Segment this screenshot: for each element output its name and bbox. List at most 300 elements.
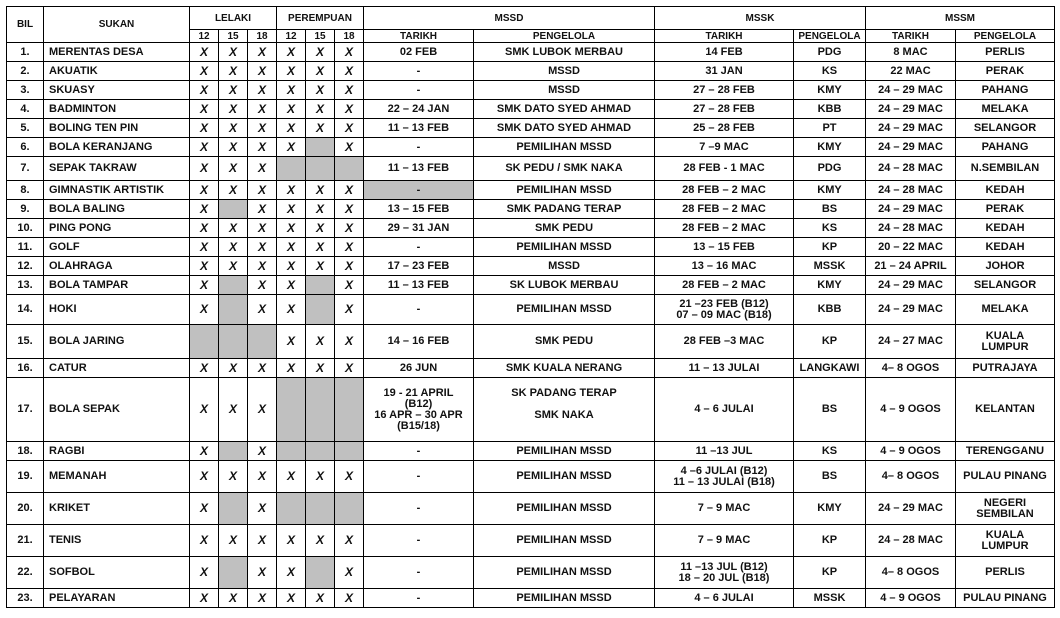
row-number: 21. (7, 525, 44, 557)
perempuan-mark-12: X (277, 219, 306, 238)
perempuan-mark-12: X (277, 461, 306, 493)
perempuan-mark-12: X (277, 138, 306, 157)
sport-name: GIMNASTIK ARTISTIK (44, 181, 190, 200)
mssk-tarikh-line: 18 – 20 JUL (B18) (678, 571, 770, 584)
perempuan-mark-15: X (306, 525, 335, 557)
lelaki-mark-12: X (190, 81, 219, 100)
table-row (7, 62, 1055, 81)
sport-name: MERENTAS DESA (44, 43, 190, 62)
mssk-pengelola: PT (794, 119, 866, 138)
mssk-pengelola: KBB (794, 100, 866, 119)
mssd-tarikh: 13 – 15 FEB (364, 200, 474, 219)
mssd-pengelola: SMK PEDU (474, 325, 655, 359)
header-perempuan-12: 12 (277, 30, 306, 43)
header-mssm-tarikh: TARIKH (866, 30, 956, 43)
row-number: 6. (7, 138, 44, 157)
lelaki-mark-15-shaded (219, 557, 248, 589)
lelaki-mark-12: X (190, 238, 219, 257)
lelaki-mark-15-shaded (219, 295, 248, 325)
perempuan-mark-18: X (335, 81, 364, 100)
mssk-pengelola: KBB (794, 295, 866, 325)
mssk-tarikh: 28 FEB – 2 MAC (655, 200, 794, 219)
mssd-tarikh: - (364, 81, 474, 100)
table-row (7, 525, 1055, 557)
lelaki-mark-15: X (219, 257, 248, 276)
mssm-pengelola: PERAK (956, 200, 1055, 219)
lelaki-mark-15-shaded (219, 442, 248, 461)
table-row (7, 493, 1055, 525)
header-mssk: MSSK (655, 7, 866, 30)
row-number: 13. (7, 276, 44, 295)
sport-name: BOLA SEPAK (44, 378, 190, 442)
perempuan-mark-15-shaded (306, 157, 335, 181)
row-number: 20. (7, 493, 44, 525)
mssm-tarikh: 24 – 29 MAC (866, 295, 956, 325)
sport-name: AKUATIK (44, 62, 190, 81)
sport-name: CATUR (44, 359, 190, 378)
mssk-tarikh-line: 07 – 09 MAC (B18) (676, 308, 772, 321)
mssk-pengelola: BS (794, 378, 866, 442)
mssm-tarikh: 4 – 9 OGOS (866, 378, 956, 442)
mssm-pengelola: PUTRAJAYA (956, 359, 1055, 378)
perempuan-mark-12: X (277, 359, 306, 378)
mssm-pengelola (956, 493, 1055, 525)
mssm-pengelola-line: LUMPUR (981, 539, 1029, 552)
perempuan-mark-18: X (335, 359, 364, 378)
mssm-pengelola-line: NEGERI (983, 496, 1027, 509)
lelaki-mark-15: X (219, 219, 248, 238)
mssk-tarikh: 28 FEB –3 MAC (655, 325, 794, 359)
mssm-pengelola: KEDAH (956, 219, 1055, 238)
perempuan-mark-12-shaded (277, 378, 306, 442)
mssm-tarikh: 24 – 29 MAC (866, 200, 956, 219)
perempuan-mark-15: X (306, 359, 335, 378)
mssm-pengelola: KEDAH (956, 238, 1055, 257)
table-row (7, 181, 1055, 200)
sport-name: BOLA TAMPAR (44, 276, 190, 295)
sport-name: SKUASY (44, 81, 190, 100)
perempuan-mark-12: X (277, 257, 306, 276)
sport-name: PING PONG (44, 219, 190, 238)
lelaki-mark-18: X (248, 62, 277, 81)
lelaki-mark-15: X (219, 138, 248, 157)
mssd-tarikh: 14 – 16 FEB (364, 325, 474, 359)
mssm-tarikh: 24 – 29 MAC (866, 81, 956, 100)
lelaki-mark-18: X (248, 200, 277, 219)
table-row (7, 100, 1055, 119)
lelaki-mark-12: X (190, 442, 219, 461)
mssd-pengelola-line (476, 421, 652, 432)
mssm-pengelola-line: KUALA (985, 329, 1025, 342)
lelaki-mark-18: X (248, 238, 277, 257)
perempuan-mark-18: X (335, 138, 364, 157)
mssm-pengelola-line: LUMPUR (981, 340, 1029, 353)
perempuan-mark-12: X (277, 62, 306, 81)
mssm-pengelola: N.SEMBILAN (956, 157, 1055, 181)
perempuan-mark-15: X (306, 325, 335, 359)
lelaki-mark-12: X (190, 589, 219, 608)
perempuan-mark-15: X (306, 200, 335, 219)
table-body (7, 43, 1055, 608)
mssm-tarikh: 22 MAC (866, 62, 956, 81)
mssk-pengelola: KMY (794, 81, 866, 100)
mssm-tarikh: 24 – 28 MAC (866, 157, 956, 181)
perempuan-mark-18: X (335, 43, 364, 62)
lelaki-mark-12-shaded (190, 325, 219, 359)
mssk-tarikh: 7 – 9 MAC (655, 525, 794, 557)
mssm-tarikh: 4 – 9 OGOS (866, 589, 956, 608)
lelaki-mark-18: X (248, 359, 277, 378)
mssd-tarikh: 17 – 23 FEB (364, 257, 474, 276)
mssd-pengelola: PEMILIHAN MSSD (474, 557, 655, 589)
sport-name: BOLA KERANJANG (44, 138, 190, 157)
header-lelaki-18: 18 (248, 30, 277, 43)
table-row (7, 157, 1055, 181)
mssm-tarikh: 24 – 28 MAC (866, 219, 956, 238)
perempuan-mark-12: X (277, 589, 306, 608)
mssm-tarikh: 8 MAC (866, 43, 956, 62)
header-bil: BIL (7, 7, 44, 43)
mssd-tarikh: 11 – 13 FEB (364, 276, 474, 295)
header-lelaki-15: 15 (219, 30, 248, 43)
sport-name: SEPAK TAKRAW (44, 157, 190, 181)
mssd-pengelola (474, 378, 655, 442)
mssk-tarikh: 14 FEB (655, 43, 794, 62)
mssk-tarikh-line: 11 –13 JUL (B12) (680, 560, 768, 573)
row-number: 5. (7, 119, 44, 138)
mssd-pengelola: PEMILIHAN MSSD (474, 295, 655, 325)
mssm-pengelola: PAHANG (956, 81, 1055, 100)
perempuan-mark-15-shaded (306, 557, 335, 589)
row-number: 8. (7, 181, 44, 200)
perempuan-mark-18-shaded (335, 493, 364, 525)
perempuan-mark-18: X (335, 461, 364, 493)
perempuan-mark-12: X (277, 100, 306, 119)
lelaki-mark-15: X (219, 461, 248, 493)
mssm-pengelola: PERAK (956, 62, 1055, 81)
lelaki-mark-15: X (219, 100, 248, 119)
perempuan-mark-15: X (306, 81, 335, 100)
lelaki-mark-12: X (190, 138, 219, 157)
perempuan-mark-12: X (277, 325, 306, 359)
mssm-pengelola: SELANGOR (956, 276, 1055, 295)
row-number: 22. (7, 557, 44, 589)
lelaki-mark-15-shaded (219, 200, 248, 219)
lelaki-mark-18: X (248, 378, 277, 442)
mssm-tarikh: 21 – 24 APRIL (866, 257, 956, 276)
table-row (7, 119, 1055, 138)
mssm-pengelola: KEDAH (956, 181, 1055, 200)
header-perempuan-18: 18 (335, 30, 364, 43)
mssd-pengelola: SMK KUALA NERANG (474, 359, 655, 378)
lelaki-mark-18: X (248, 461, 277, 493)
mssk-tarikh: 25 – 28 FEB (655, 119, 794, 138)
mssk-pengelola: PDG (794, 43, 866, 62)
row-number: 3. (7, 81, 44, 100)
mssk-pengelola: KMY (794, 276, 866, 295)
lelaki-mark-15: X (219, 62, 248, 81)
perempuan-mark-18: X (335, 276, 364, 295)
perempuan-mark-15: X (306, 238, 335, 257)
mssk-tarikh: 4 – 6 JULAI (655, 378, 794, 442)
lelaki-mark-12: X (190, 219, 219, 238)
perempuan-mark-15-shaded (306, 295, 335, 325)
mssd-tarikh: - (364, 181, 474, 200)
mssm-pengelola: TERENGGANU (956, 442, 1055, 461)
lelaki-mark-12: X (190, 200, 219, 219)
lelaki-mark-18: X (248, 81, 277, 100)
lelaki-mark-18: X (248, 219, 277, 238)
mssk-pengelola: PDG (794, 157, 866, 181)
row-number: 17. (7, 378, 44, 442)
lelaki-mark-18: X (248, 442, 277, 461)
perempuan-mark-12: X (277, 200, 306, 219)
sport-name: GOLF (44, 238, 190, 257)
header-perempuan-15: 15 (306, 30, 335, 43)
mssm-tarikh: 24 – 29 MAC (866, 100, 956, 119)
sport-name: SOFBOL (44, 557, 190, 589)
mssd-tarikh: - (364, 493, 474, 525)
perempuan-mark-18: X (335, 62, 364, 81)
perempuan-mark-12: X (277, 238, 306, 257)
mssd-pengelola: SMK LUBOK MERBAU (474, 43, 655, 62)
lelaki-mark-15-shaded (219, 493, 248, 525)
mssd-tarikh: 11 – 13 FEB (364, 157, 474, 181)
perempuan-mark-12: X (277, 81, 306, 100)
mssd-pengelola: PEMILIHAN MSSD (474, 181, 655, 200)
table-row (7, 219, 1055, 238)
mssk-pengelola: KP (794, 325, 866, 359)
perempuan-mark-12: X (277, 181, 306, 200)
table-row (7, 81, 1055, 100)
perempuan-mark-18: X (335, 119, 364, 138)
table-row (7, 461, 1055, 493)
mssd-tarikh: 11 – 13 FEB (364, 119, 474, 138)
mssm-pengelola: JOHOR (956, 257, 1055, 276)
table-row (7, 295, 1055, 325)
row-number: 19. (7, 461, 44, 493)
lelaki-mark-15: X (219, 589, 248, 608)
header-mssd: MSSD (364, 7, 655, 30)
mssm-pengelola (956, 525, 1055, 557)
mssm-pengelola (956, 325, 1055, 359)
table-row (7, 557, 1055, 589)
mssd-tarikh: - (364, 557, 474, 589)
perempuan-mark-18: X (335, 257, 364, 276)
perempuan-mark-18: X (335, 325, 364, 359)
mssd-pengelola-line (476, 399, 652, 410)
table-row (7, 238, 1055, 257)
perempuan-mark-15-shaded (306, 493, 335, 525)
mssd-pengelola: MSSD (474, 62, 655, 81)
lelaki-mark-18: X (248, 493, 277, 525)
mssk-tarikh-line: 11 – 13 JULAI (B18) (673, 475, 775, 488)
perempuan-mark-18-shaded (335, 442, 364, 461)
table-row (7, 257, 1055, 276)
mssd-tarikh: - (364, 589, 474, 608)
row-number: 9. (7, 200, 44, 219)
perempuan-mark-15: X (306, 43, 335, 62)
table-row (7, 378, 1055, 442)
mssk-pengelola: KS (794, 62, 866, 81)
row-number: 18. (7, 442, 44, 461)
header-sukan: SUKAN (44, 7, 190, 43)
mssd-tarikh: - (364, 442, 474, 461)
lelaki-mark-18: X (248, 157, 277, 181)
table-row (7, 200, 1055, 219)
mssk-pengelola: KMY (794, 138, 866, 157)
mssk-tarikh: 7 –9 MAC (655, 138, 794, 157)
lelaki-mark-18: X (248, 295, 277, 325)
lelaki-mark-15: X (219, 181, 248, 200)
row-number: 10. (7, 219, 44, 238)
perempuan-mark-15: X (306, 100, 335, 119)
mssk-tarikh: 28 FEB – 2 MAC (655, 219, 794, 238)
mssk-pengelola: BS (794, 200, 866, 219)
lelaki-mark-12: X (190, 525, 219, 557)
mssm-pengelola-line: SEMBILAN (976, 507, 1034, 520)
perempuan-mark-15-shaded (306, 276, 335, 295)
sport-name: TENIS (44, 525, 190, 557)
sport-name: HOKI (44, 295, 190, 325)
header-row-main (7, 7, 1055, 30)
mssd-tarikh: - (364, 525, 474, 557)
header-lelaki: LELAKI (190, 7, 277, 30)
perempuan-mark-18: X (335, 557, 364, 589)
perempuan-mark-15-shaded (306, 138, 335, 157)
header-perempuan: PEREMPUAN (277, 7, 364, 30)
lelaki-mark-18: X (248, 138, 277, 157)
perempuan-mark-12-shaded (277, 157, 306, 181)
mssd-pengelola: PEMILIHAN MSSD (474, 589, 655, 608)
mssk-tarikh: 27 – 28 FEB (655, 100, 794, 119)
sport-name: OLAHRAGA (44, 257, 190, 276)
mssk-tarikh (655, 461, 794, 493)
header-mssk-tarikh: TARIKH (655, 30, 794, 43)
perempuan-mark-18-shaded (335, 378, 364, 442)
perempuan-mark-18: X (335, 181, 364, 200)
mssd-tarikh (364, 378, 474, 442)
mssm-pengelola: KELANTAN (956, 378, 1055, 442)
mssm-tarikh: 24 – 29 MAC (866, 119, 956, 138)
mssd-pengelola: SMK DATO SYED AHMAD (474, 119, 655, 138)
row-number: 23. (7, 589, 44, 608)
mssk-tarikh-line: 4 –6 JULAI (B12) (680, 464, 768, 477)
mssm-pengelola: MELAKA (956, 100, 1055, 119)
mssd-pengelola: SK LUBOK MERBAU (474, 276, 655, 295)
mssd-pengelola: PEMILIHAN MSSD (474, 525, 655, 557)
mssd-pengelola: PEMILIHAN MSSD (474, 238, 655, 257)
perempuan-mark-12: X (277, 525, 306, 557)
perempuan-mark-18: X (335, 219, 364, 238)
mssd-pengelola: SMK PEDU (474, 219, 655, 238)
lelaki-mark-15: X (219, 157, 248, 181)
mssd-pengelola: SMK PADANG TERAP (474, 200, 655, 219)
mssd-tarikh-line: (B15/18) (397, 419, 440, 432)
mssd-pengelola: PEMILIHAN MSSD (474, 442, 655, 461)
mssk-pengelola: KS (794, 219, 866, 238)
header-mssm-pengelola: PENGELOLA (956, 30, 1055, 43)
perempuan-mark-15-shaded (306, 378, 335, 442)
lelaki-mark-15-shaded (219, 276, 248, 295)
perempuan-mark-15: X (306, 62, 335, 81)
lelaki-mark-18: X (248, 100, 277, 119)
sport-name: BOLA JARING (44, 325, 190, 359)
mssm-tarikh: 24 – 29 MAC (866, 276, 956, 295)
lelaki-mark-12: X (190, 378, 219, 442)
lelaki-mark-15: X (219, 119, 248, 138)
sport-name: MEMANAH (44, 461, 190, 493)
mssk-tarikh: 4 – 6 JULAI (655, 589, 794, 608)
mssm-tarikh: 24 – 28 MAC (866, 525, 956, 557)
mssk-tarikh: 28 FEB – 2 MAC (655, 276, 794, 295)
mssk-tarikh (655, 295, 794, 325)
perempuan-mark-18: X (335, 200, 364, 219)
mssm-tarikh: 4 – 9 OGOS (866, 442, 956, 461)
mssk-pengelola: KS (794, 442, 866, 461)
sport-name: PELAYARAN (44, 589, 190, 608)
table-row (7, 43, 1055, 62)
mssd-pengelola: PEMILIHAN MSSD (474, 493, 655, 525)
sport-name: BOLA BALING (44, 200, 190, 219)
mssm-pengelola: SELANGOR (956, 119, 1055, 138)
mssd-tarikh: 26 JUN (364, 359, 474, 378)
row-number: 11. (7, 238, 44, 257)
row-number: 12. (7, 257, 44, 276)
lelaki-mark-18: X (248, 525, 277, 557)
lelaki-mark-12: X (190, 157, 219, 181)
mssm-tarikh: 24 – 29 MAC (866, 138, 956, 157)
sport-name: KRIKET (44, 493, 190, 525)
mssm-pengelola-line: KUALA (985, 528, 1025, 541)
lelaki-mark-18: X (248, 557, 277, 589)
header-lelaki-12: 12 (190, 30, 219, 43)
mssd-tarikh-line: 16 APR – 30 APR (374, 408, 463, 421)
row-number: 16. (7, 359, 44, 378)
lelaki-mark-12: X (190, 276, 219, 295)
lelaki-mark-18: X (248, 43, 277, 62)
lelaki-mark-12: X (190, 119, 219, 138)
row-number: 1. (7, 43, 44, 62)
table-row (7, 359, 1055, 378)
perempuan-mark-18: X (335, 100, 364, 119)
perempuan-mark-12: X (277, 119, 306, 138)
row-number: 14. (7, 295, 44, 325)
mssk-tarikh: 28 FEB - 1 MAC (655, 157, 794, 181)
mssd-pengelola-line: SK PADANG TERAP (511, 386, 617, 399)
perempuan-mark-18-shaded (335, 157, 364, 181)
perempuan-mark-15: X (306, 589, 335, 608)
mssd-tarikh-line: (B12) (404, 397, 433, 410)
mssm-tarikh: 4– 8 OGOS (866, 557, 956, 589)
mssk-tarikh: 11 –13 JUL (655, 442, 794, 461)
mssd-tarikh-line: 19 - 21 APRIL (383, 386, 454, 399)
mssk-pengelola: BS (794, 461, 866, 493)
lelaki-mark-18: X (248, 119, 277, 138)
perempuan-mark-15: X (306, 219, 335, 238)
mssk-tarikh: 27 – 28 FEB (655, 81, 794, 100)
mssd-tarikh: - (364, 295, 474, 325)
mssk-tarikh (655, 557, 794, 589)
lelaki-mark-12: X (190, 43, 219, 62)
mssm-tarikh: 4– 8 OGOS (866, 359, 956, 378)
perempuan-mark-12: X (277, 276, 306, 295)
lelaki-mark-15: X (219, 359, 248, 378)
mssd-pengelola: MSSD (474, 257, 655, 276)
mssk-pengelola: KMY (794, 493, 866, 525)
perempuan-mark-18: X (335, 295, 364, 325)
row-number: 4. (7, 100, 44, 119)
